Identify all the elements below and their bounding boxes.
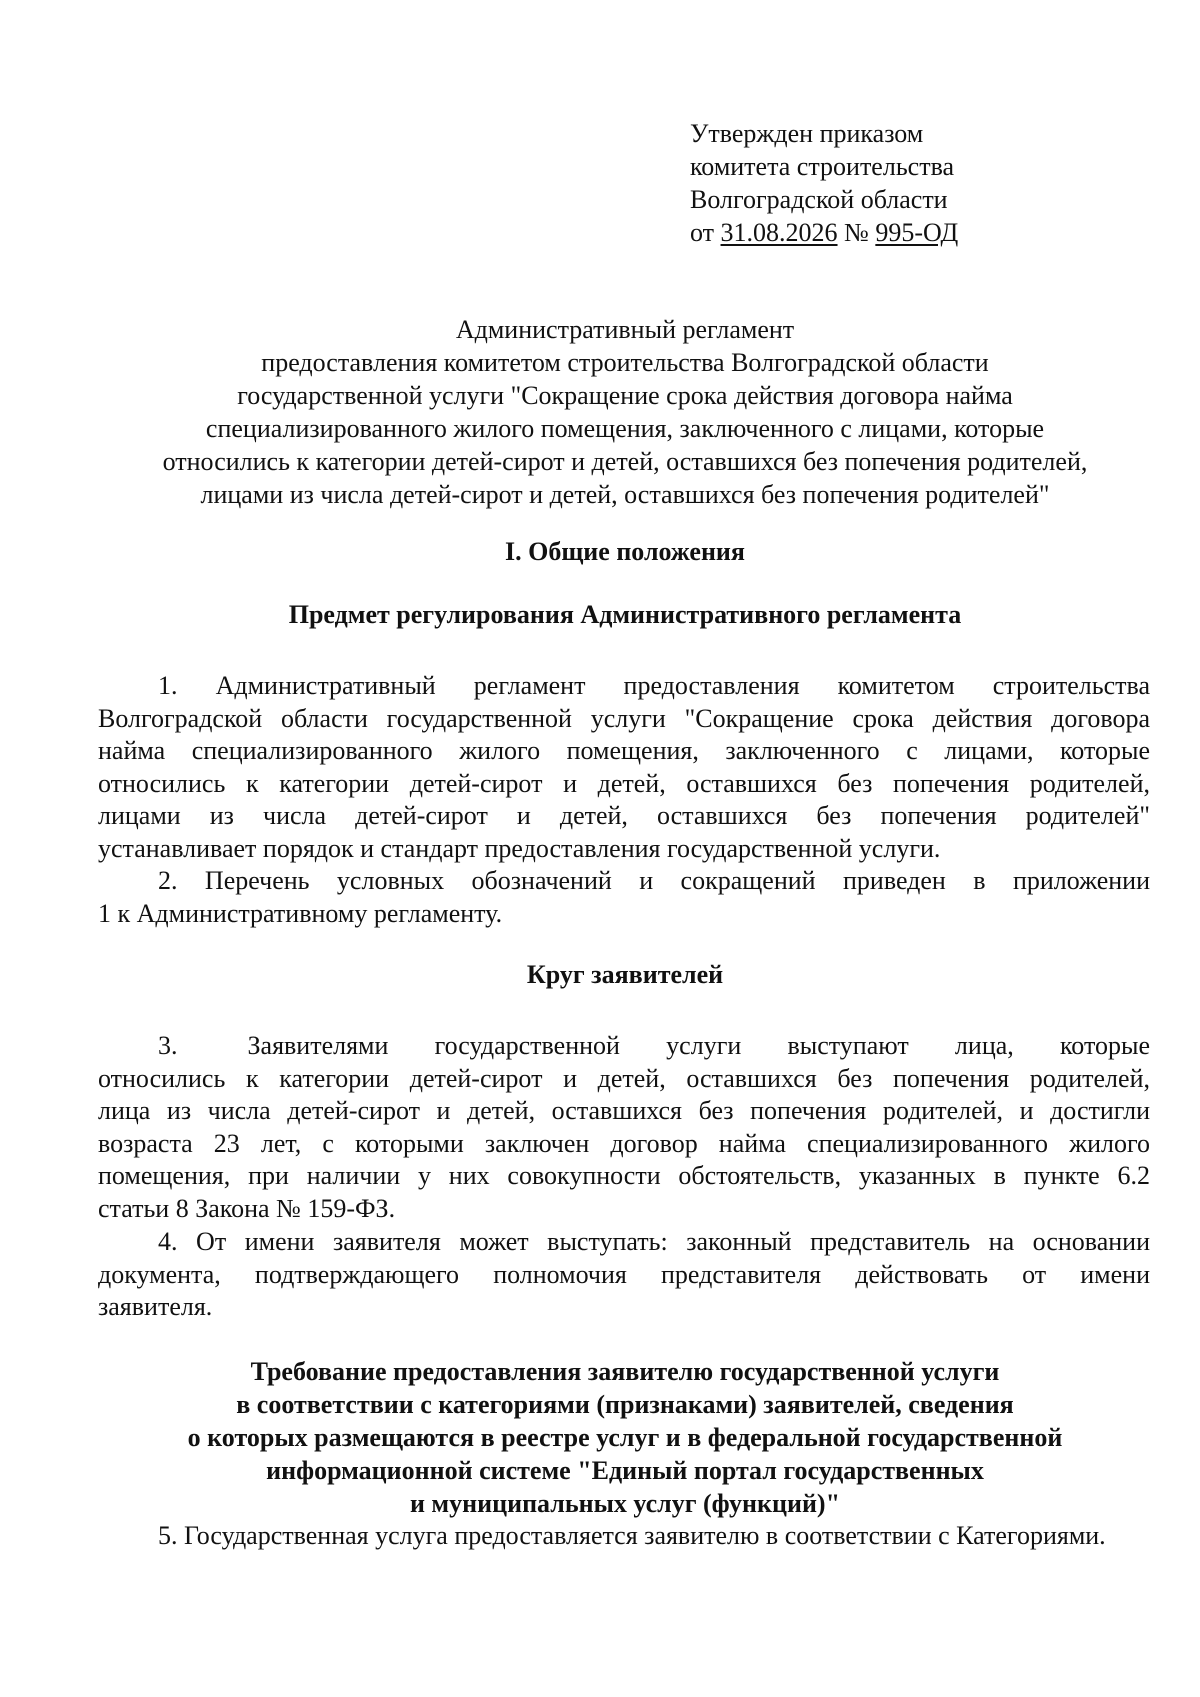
paragraph-line: статьи 8 Закона № 159-ФЗ. — [98, 1193, 396, 1223]
paragraph-line: относились к категории детей-сирот и детей, оставшихся без попечения родителей, — [98, 1063, 1150, 1093]
title-line: предоставления комитетом строительства Волгоградской области — [261, 348, 989, 377]
paragraph-line: 1 к Административному регламенту. — [98, 898, 503, 928]
paragraph-line: заявителя. — [98, 1292, 213, 1321]
paragraph-line: устанавливает порядок и стандарт предоставления государственной услуги. — [98, 833, 941, 863]
subsection-heading — [100, 1355, 1150, 1520]
subsection-heading-text: Предмет регулирования Административного регламента — [288, 600, 962, 629]
approval-prefix: от — [690, 218, 721, 247]
approval-line: Волгоградской области — [690, 185, 948, 214]
approval-line: Утвержден приказом — [690, 119, 924, 148]
approval-date: 31.08.2026 — [720, 218, 838, 247]
heading-line: и муниципальных услуг (функций)" — [409, 1489, 841, 1518]
approval-number-sign: № — [837, 218, 876, 247]
title-line: специализированного жилого помещения, заключенного с лицами, которые — [205, 414, 1045, 443]
document-title — [100, 313, 1150, 511]
paragraph-text: Заявителями государственной услуги выступают лица, которые — [247, 1031, 1150, 1060]
subsection-heading — [100, 958, 1150, 991]
paragraph-1 — [98, 670, 1150, 865]
title-line: государственной услуги "Сокращение срока действия договора найма — [237, 381, 1013, 410]
heading-line: информационной системе "Единый портал государственных — [266, 1456, 984, 1485]
approval-number: 995-ОД — [875, 218, 959, 247]
section-heading — [100, 535, 1150, 568]
paragraph-line: возраста 23 лет, с которыми заключен договор найма специализированного жилого — [98, 1128, 1150, 1158]
paragraph-line: лица из числа детей-сирот и детей, оставшихся без попечения родителей, и достигли — [98, 1096, 1150, 1125]
paragraph-line: относились к категории детей-сирот и детей, оставшихся без попечения родителей, — [98, 768, 1150, 798]
heading-line: Требование предоставления заявителю государственной услуги — [250, 1357, 1000, 1386]
paragraph-2 — [98, 865, 1150, 930]
subsection-heading-text: Круг заявителей — [526, 960, 724, 989]
paragraph-line: помещения, при наличии у них совокупности обстоятельств, указанных в пункте 6.2 — [98, 1161, 1150, 1190]
paragraph-line: 5. Государственная услуга предоставляется заявителю в соответствии с Категориями. — [158, 1521, 1106, 1550]
heading-line: в соответствии с категориями (признаками) заявителей, сведения — [236, 1390, 1014, 1419]
title-line: лицами из числа детей-сирот и детей, оставшихся без попечения родителей" — [200, 480, 1050, 509]
paragraph-3 — [98, 1030, 1150, 1225]
title-line: относились к категории детей-сирот и детей, оставшихся без попечения родителей, — [162, 447, 1088, 476]
paragraph-line: 4. От имени заявителя может выступать: законный представитель на основании — [158, 1227, 1150, 1256]
paragraph-line: найма специализированного жилого помещения, заключенного с лицами, которые — [98, 736, 1150, 765]
paragraph-line — [98, 1030, 1150, 1063]
paragraph-line: документа, подтверждающего полномочия представителя действовать от имени — [98, 1259, 1150, 1289]
paragraph-4 — [98, 1226, 1150, 1324]
paragraph-line: 2. Перечень условных обозначений и сокращений приведен в приложении — [158, 866, 1150, 895]
heading-line: о которых размещаются в реестре услуг и в федеральной государственной — [187, 1423, 1063, 1452]
approval-line: комитета строительства — [690, 152, 955, 181]
title-line: Административный регламент — [455, 315, 795, 344]
paragraph-line: Волгоградской области государственной услуги "Сокращение срока действия договора — [98, 703, 1150, 733]
paragraph-5 — [98, 1520, 1150, 1553]
approval-block — [690, 117, 958, 249]
approval-order-line — [690, 216, 958, 249]
paragraph-number: 3. — [158, 1031, 178, 1060]
section-heading-text: I. Общие положения — [505, 537, 745, 566]
paragraph-line: лицами из числа детей-сирот и детей, оставшихся без попечения родителей" — [98, 801, 1150, 830]
paragraph-line: 1. Административный регламент предоставления комитетом строительства — [158, 671, 1150, 700]
subsection-heading — [100, 598, 1150, 631]
